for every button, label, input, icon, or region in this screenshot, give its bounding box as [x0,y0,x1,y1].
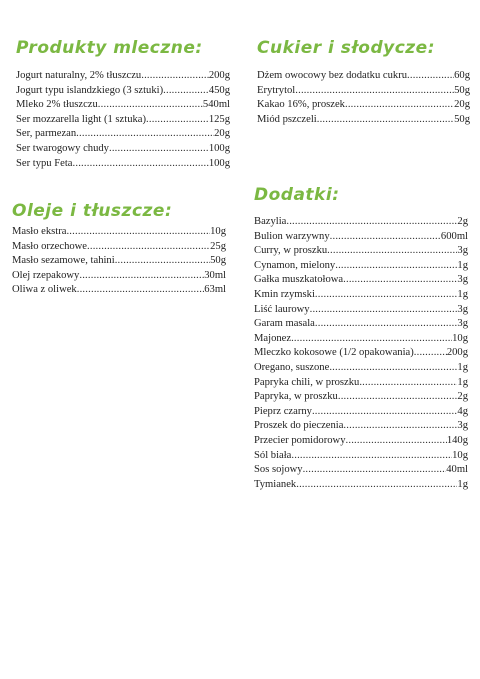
list-item [254,449,468,464]
list-item [12,225,226,240]
item-name: Ser mozzarella light (1 sztuka) [16,113,147,125]
list-item [254,478,468,493]
list-item [16,157,230,172]
section-sugar [257,38,470,127]
list-item [16,84,230,99]
dot-leader [315,317,458,332]
list-item [254,259,468,274]
item-name: Miód pszczeli [257,113,317,125]
dot-leader [79,269,204,284]
dot-leader [303,463,447,478]
list-oils [12,225,226,298]
list-item [16,69,230,84]
list-item [16,127,230,142]
dot-leader [330,230,441,245]
dot-leader [329,361,457,376]
list-item [257,69,470,84]
dot-leader [407,69,454,84]
dot-leader [346,434,447,449]
dot-leader [109,142,209,157]
item-quantity: 2g [457,216,468,227]
item-quantity: 25g [210,240,226,252]
dot-leader [343,273,457,288]
item-name: Oliwa z oliwek [12,284,77,296]
item-name: Proszek do pieczenia [254,420,344,432]
item-quantity: 540ml [202,99,230,111]
item-name: Oregano, suszone [254,361,330,373]
item-name: Papryka, w proszku [254,391,338,403]
dot-leader [286,215,457,230]
dot-leader [66,225,210,240]
item-name: Mleko 2% tłuszczu [16,99,98,111]
item-quantity: 3g [457,420,468,432]
section-dairy [16,38,230,171]
item-quantity: 140g [446,434,468,446]
dot-leader [315,288,457,303]
item-quantity: 600ml [440,230,468,242]
item-quantity: 1g [457,288,468,300]
list-item [254,215,468,230]
list-item [254,390,468,405]
item-quantity: 10g [452,449,468,461]
list-item [254,332,468,347]
item-name: Tymianek [254,478,297,490]
list-item [12,283,226,298]
item-quantity: 10g [210,226,226,237]
item-name: Ser typu Feta [16,157,73,169]
list-item [254,303,468,318]
item-quantity: 20g [454,99,470,111]
list-item [254,244,468,259]
item-name: Gałka muszkatołowa [254,274,344,286]
dot-leader [291,332,452,347]
item-quantity: 20g [214,128,230,140]
item-quantity: 125g [208,113,230,125]
dot-leader [335,259,457,274]
item-quantity: 4g [457,405,468,417]
list-item [257,113,470,128]
item-name: Liść laurowy [254,303,310,315]
item-quantity: 40ml [446,464,468,476]
item-name: Bulion warzywny [254,230,330,242]
item-name: Dżem owocowy bez dodatku cukru [257,70,408,81]
list-item [254,419,468,434]
list-item [16,98,230,113]
item-quantity: 1g [457,361,468,373]
dot-leader [338,390,458,405]
item-name: Sól biała [254,449,292,461]
list-item [12,240,226,255]
dot-leader [345,98,454,113]
list-item [254,376,468,391]
dot-leader [312,405,457,420]
list-item [16,113,230,128]
item-name: Kmin rzymski [254,288,315,300]
dot-leader [98,98,203,113]
dot-leader [296,478,457,493]
item-quantity: 63ml [204,284,226,296]
item-name: Kakao 16%, proszek [257,99,345,111]
item-quantity: 100g [208,142,230,154]
dot-leader [141,69,209,84]
item-name: Sos sojowy [254,464,303,476]
list-item [254,230,468,245]
section-heading-additions: Dodatki: [254,185,340,205]
item-name: Masło ekstra [12,226,67,237]
dot-leader [73,157,209,172]
item-quantity: 50g [210,255,226,267]
item-quantity: 3g [457,303,468,315]
list-item [254,463,468,478]
list-sugar [257,69,470,127]
list-item [254,405,468,420]
dot-leader [291,449,452,464]
item-name: Przecier pomidorowy [254,434,346,446]
list-item [12,269,226,284]
item-quantity: 1g [457,259,468,271]
list-item [12,254,226,269]
dot-leader [163,84,209,99]
item-quantity: 50g [454,113,470,125]
item-name: Olej rzepakowy [12,269,80,281]
item-quantity: 450g [208,84,230,96]
item-name: Mleczko kokosowe (1/2 opakowania) [254,347,414,359]
item-name: Pieprz czarny [254,405,312,417]
section-heading-dairy: Produkty mleczne: [16,38,203,58]
item-quantity: 30ml [204,269,226,281]
list-item [257,98,470,113]
list-item [254,346,468,361]
list-item [254,434,468,449]
item-name: Jogurt typu islandzkiego (3 sztuki) [16,84,164,96]
dot-leader [310,303,458,318]
list-item [254,288,468,303]
list-item [254,361,468,376]
item-quantity: 1g [457,376,468,388]
dot-leader [327,244,457,259]
list-dairy [16,69,230,171]
section-heading-sugar: Cukier i słodycze: [257,38,436,58]
item-name: Masło sezamowe, tahini [12,255,115,267]
dot-leader [414,346,447,361]
item-name: Masło orzechowe [12,240,88,252]
list-item [254,273,468,288]
item-name: Ser, parmezan [16,128,77,140]
item-name: Jogurt naturalny, 2% tłuszczu [16,70,142,81]
dot-leader [115,254,210,269]
item-quantity: 60g [454,70,470,81]
dot-leader [76,127,214,142]
item-quantity: 3g [457,274,468,286]
list-additions [254,215,468,492]
item-quantity: 200g [208,70,230,81]
item-quantity: 3g [457,318,468,330]
item-name: Cynamon, mielony [254,259,336,271]
dot-leader [343,419,457,434]
dot-leader [77,283,204,298]
item-name: Papryka chili, w proszku [254,376,360,388]
item-quantity: 3g [457,245,468,257]
item-name: Garam masala [254,318,315,330]
item-quantity: 2g [457,391,468,403]
dot-leader [359,376,457,391]
list-item [16,142,230,157]
item-quantity: 200g [446,347,468,359]
list-item [257,84,470,99]
item-quantity: 100g [208,157,230,169]
list-item [254,317,468,332]
item-name: Majonez [254,332,292,344]
item-name: Erytrytol [257,84,296,96]
item-name: Bazylia [254,216,287,227]
item-quantity: 50g [454,84,470,96]
section-oils [12,201,226,298]
dot-leader [295,84,454,99]
dot-leader [146,113,209,128]
item-name: Ser twarogowy chudy [16,142,109,154]
dot-leader [317,113,454,128]
item-name: Curry, w proszku [254,245,328,257]
item-quantity: 10g [452,332,468,344]
dot-leader [87,240,210,255]
section-heading-oils: Oleje i tłuszcze: [12,201,173,221]
section-additions [254,185,468,492]
item-quantity: 1g [457,478,468,490]
